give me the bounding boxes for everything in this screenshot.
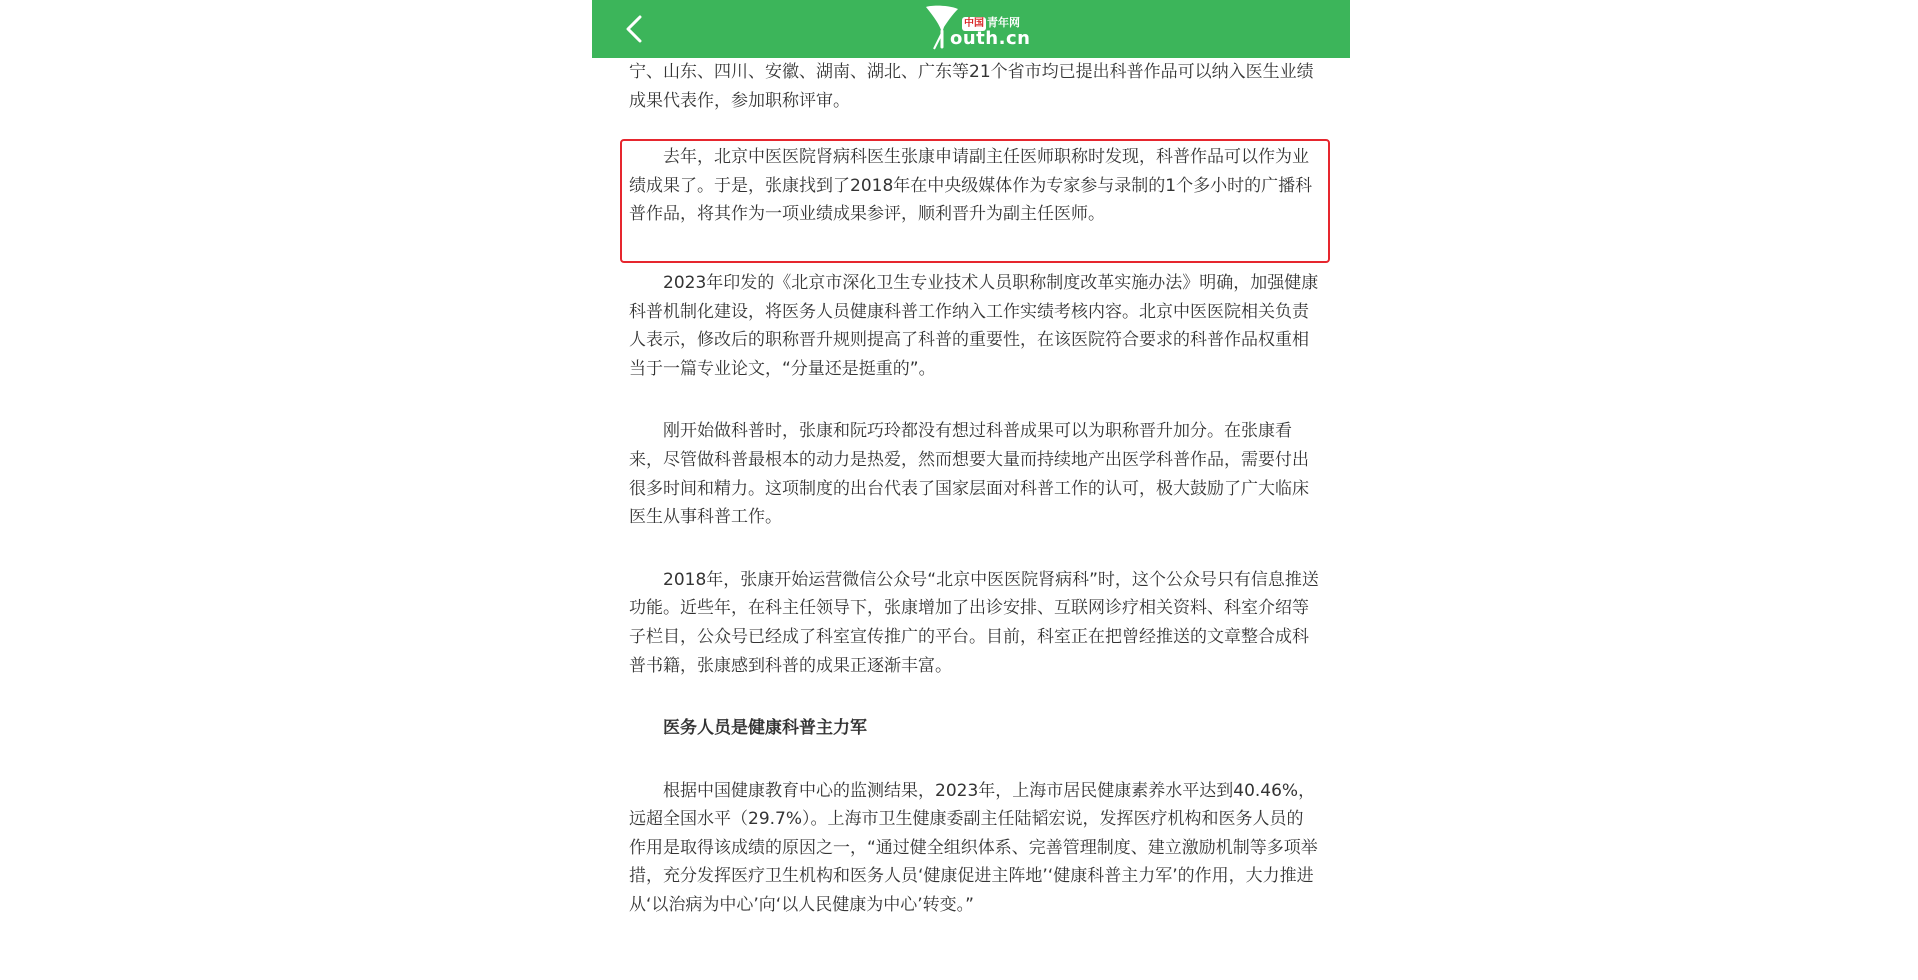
page-frame	[592, 0, 1350, 980]
article-paragraph-0: 宁、山东、四川、安徽、湖南、湖北、广东等21个省市均已提出科普作品可以纳入医生业绩成果代表作，参加职称评审。	[629, 62, 1314, 111]
article-body	[629, 58, 1319, 920]
article-paragraph-4: 2018年，张康开始运营微信公众号“北京中医医院肾病科”时，这个公众号只有信息推送功能。近些年，在科主任领导下，张康增加了出诊安排、互联网诊疗相关资料、科室介绍等子栏目，公众号已经成了科室宣传推广的平台。目前，科室正在把曾经推送的文章整合成科普书籍，张康感到科普的成果正逐渐丰富。	[629, 569, 1319, 676]
youth-logo[interactable]	[922, 3, 1032, 55]
section-heading: 医务人员是健康科普主力军	[663, 718, 867, 739]
logo-badge-suffix: 青年网	[987, 16, 1020, 29]
back-button[interactable]	[620, 14, 650, 44]
chevron-left-icon	[620, 14, 650, 44]
logo-badge-pill: 中国	[964, 18, 984, 29]
article-paragraph-5: 根据中国健康教育中心的监测结果，2023年，上海市居民健康素养水平达到40.46%，远超全国水平（29.7%）。上海市卫生健康委副主任陆韬宏说，发挥医疗机构和医务人员的作用是取得该成绩的原因之一，“通过健全组织体系、完善管理制度、建立激励机制等多项举措，充分发挥医疗卫生机构和医务人员‘健康促进主阵地’‘健康科普主力军’的作用，大力推进从‘以治病为中心’向‘以人民健康为中心’转变。”	[629, 780, 1318, 916]
logo-text: outh.cn	[950, 28, 1031, 49]
article-paragraph-2: 2023年印发的《北京市深化卫生专业技术人员职称制度改革实施办法》明确，加强健康科普机制化建设，将医务人员健康科普工作纳入工作实绩考核内容。北京中医医院相关负责人表示，修改后的职称晋升规则提高了科普的重要性，在该医院符合要求的科普作品权重相当于一篇专业论文，“分量还是挺重的”。	[629, 272, 1319, 379]
top-bar	[592, 0, 1350, 58]
article-paragraph-3: 刚开始做科普时，张康和阮巧玲都没有想过科普成果可以为职称晋升加分。在张康看来，尽管做科普最根本的动力是热爱，然而想要大量而持续地产出医学科普作品，需要付出很多时间和精力。这项制度的出台代表了国家层面对科普工作的认可，极大鼓励了广大临床医生从事科普工作。	[629, 421, 1309, 528]
article-paragraph-1: 去年，北京中医医院肾病科医生张康申请副主任医师职称时发现，科普作品可以作为业绩成果了。于是，张康找到了2018年在中央级媒体作为专家参与录制的1个多小时的广播科普作品，将其作为一项业绩成果参评，顺利晋升为副主任医师。	[629, 147, 1313, 225]
